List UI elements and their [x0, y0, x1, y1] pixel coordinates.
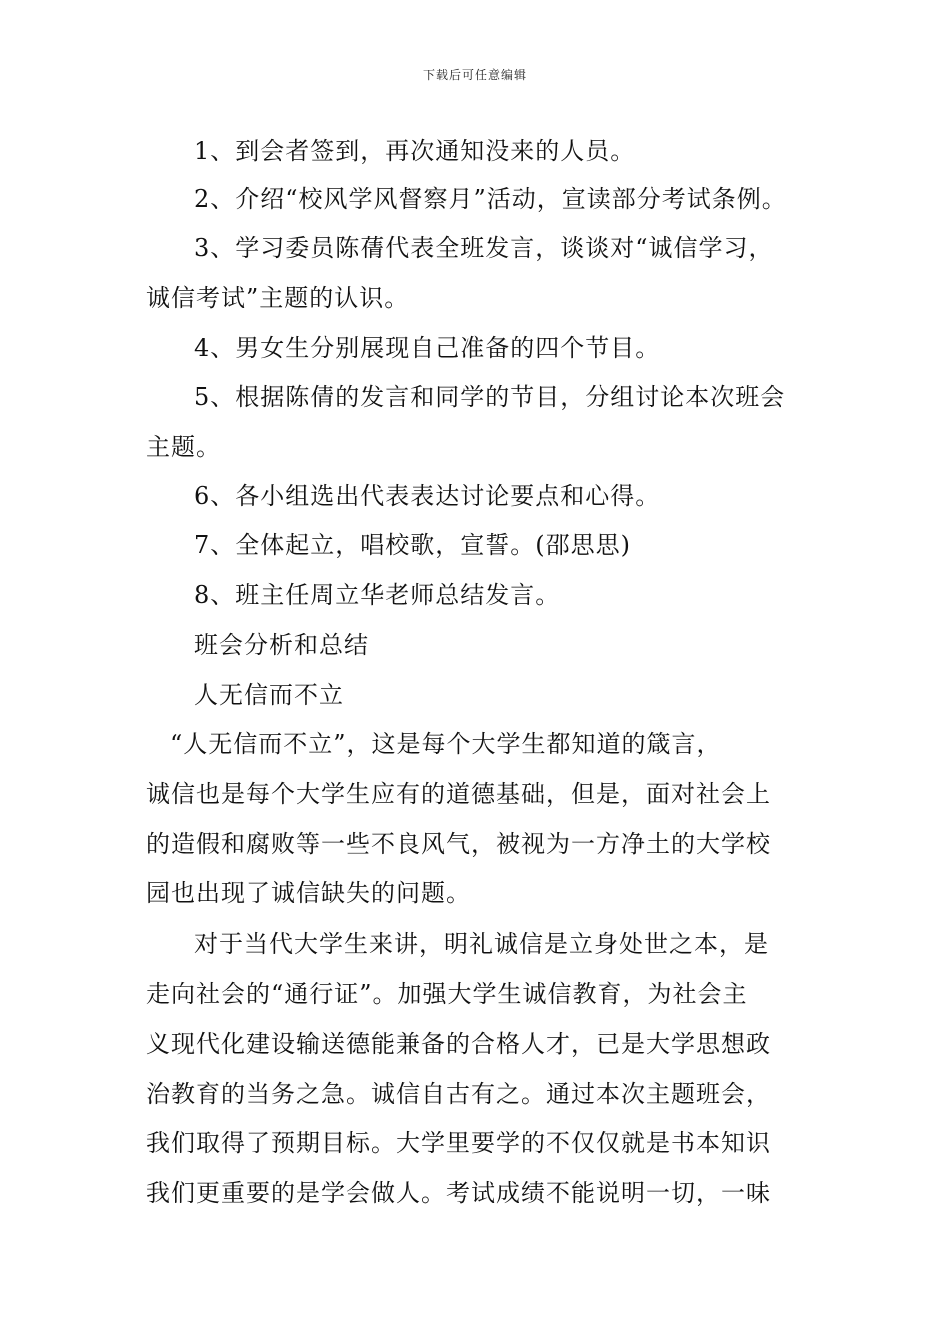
- agenda-item-1: 1、到会者签到，再次通知没来的人员。: [194, 137, 636, 165]
- agenda-item-3-cont: 诚信考试”主题的认识。: [146, 284, 410, 312]
- agenda-item-3: 3、学习委员陈蒨代表全班发言，谈谈对“诚信学习，: [194, 234, 774, 262]
- paragraph-1-line-1: “人无信而不立”，这是每个大学生都知道的箴言，: [170, 730, 722, 758]
- section-heading: 班会分析和总结: [194, 631, 369, 659]
- paragraph-2-line-6: 我们更重要的是学会做人。考试成绩不能说明一切，一味: [146, 1179, 771, 1207]
- agenda-item-7: 7、全体起立，唱校歌，宣誓。(邵思思): [194, 531, 631, 559]
- paragraph-2-line-5: 我们取得了预期目标。大学里要学的不仅仅就是书本知识: [146, 1129, 771, 1157]
- agenda-item-5: 5、根据陈倩的发言和同学的节目，分组讨论本次班会: [194, 383, 786, 411]
- agenda-item-5-cont: 主题。: [146, 433, 221, 461]
- paragraph-2-line-4: 治教育的当务之急。诚信自古有之。通过本次主题班会，: [146, 1080, 771, 1108]
- agenda-item-4: 4、男女生分别展现自己准备的四个节目。: [194, 334, 661, 362]
- paragraph-2-line-2: 走向社会的“通行证”。加强大学生诚信教育，为社会主: [146, 980, 748, 1008]
- paragraph-1-line-2: 诚信也是每个大学生应有的道德基础，但是，面对社会上: [146, 780, 771, 808]
- agenda-item-8: 8、班主任周立华老师总结发言。: [194, 581, 561, 609]
- paragraph-2-line-3: 义现代化建设输送德能兼备的合格人才，已是大学思想政: [146, 1030, 771, 1058]
- paragraph-1-line-3: 的造假和腐败等一些不良风气，被视为一方净土的大学校: [146, 830, 771, 858]
- section-subheading: 人无信而不立: [194, 681, 344, 709]
- page-header-note: 下载后可任意编辑: [422, 68, 527, 82]
- paragraph-1-line-4: 园也出现了诚信缺失的问题。: [146, 879, 471, 907]
- agenda-item-6: 6、各小组选出代表表达讨论要点和心得。: [194, 482, 661, 510]
- paragraph-2-line-1: 对于当代大学生来讲，明礼诚信是立身处世之本，是: [194, 930, 769, 958]
- agenda-item-2: 2、介绍“校风学风督察月”活动，宣读部分考试条例。: [194, 185, 787, 213]
